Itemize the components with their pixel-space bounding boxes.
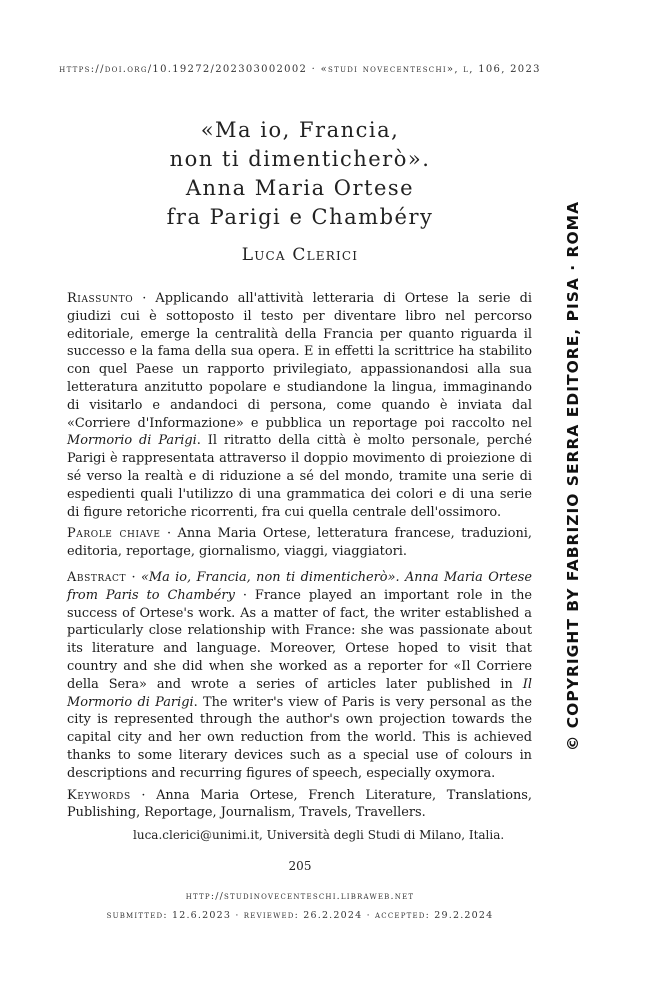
abstract-label: Abstract	[67, 569, 127, 585]
title-line: Anna Maria Ortese	[185, 176, 415, 200]
keywords-text: · Anna Maria Ortese, French Literature, Translations, Publishing, Reportage, Journalism, Travels, Travellers.	[67, 787, 532, 821]
abstract-block	[67, 290, 532, 826]
copyright-text: © COPYRIGHT BY FABRIZIO SERRA EDITORE, PISA · ROMA	[564, 200, 582, 752]
parole-chiave-label: Parole chiave	[67, 526, 161, 542]
title-line: fra Parigi e Chambéry	[166, 205, 434, 229]
journal-url: http://studinovecenteschi.libraweb.net	[185, 891, 415, 902]
author-name: Luca Clerici	[241, 245, 359, 265]
article-title	[0, 116, 600, 232]
abstract-paragraph	[67, 569, 532, 783]
abstract-text-2: . The writer's view of Paris is very personal as the city is represented through the author's own projection towards the capital city and her own reduction from the world. This is achieved thanks to some literary devices such as a special use of colours in descriptions and recurring figures of speech, especially oxymora.	[67, 694, 532, 781]
riassunto-italic: Mormorio di Parigi	[67, 433, 197, 449]
page-number: 205	[288, 859, 312, 873]
author-affiliation: luca.clerici@unimi.it, Università degli Studi di Milano, Italia.	[133, 828, 505, 842]
riassunto-paragraph	[67, 290, 532, 521]
copyright-notice	[558, 196, 588, 756]
abstract-italic: Il Mormorio di Parigi	[67, 676, 532, 710]
parole-chiave-text: · Anna Maria Ortese, letteratura francese, traduzioni, editoria, reportage, giornalismo, viaggi, viaggiatori.	[67, 526, 532, 560]
keywords-label: Keywords	[67, 787, 131, 803]
title-line: «Ma io, Francia,	[200, 118, 400, 142]
abstract-italic-title: «Ma io, Francia, non ti dimenticherò». Anna Maria Ortese from Paris to Chambéry	[67, 569, 533, 603]
parole-chiave-paragraph	[67, 525, 532, 561]
keywords-paragraph	[67, 787, 532, 823]
riassunto-text-2: . Il ritratto della città è molto personale, perché Parigi è rappresentata attraverso il doppio movimento di proiezione di sé verso la realtà e di riduzione a sé del mondo, tramite una serie di espedienti quali l'utilizzo di una grammatica dei colori e di una serie di figure retoriche ricorrenti, fra cui quella centrale dell'ossimoro.	[67, 433, 532, 520]
abstract-sep: ·	[126, 569, 141, 585]
riassunto-label: Riassunto	[67, 291, 134, 306]
submission-dates: submitted: 12.6.2023 · reviewed: 26.2.2024 · accepted: 29.2.2024	[106, 910, 494, 921]
running-head: https://doi.org/10.19272/202303002002 · «studi novecenteschi», l, 106, 2023	[59, 64, 541, 75]
abstract-text: · France played an important role in the success of Ortese's work. As a matter of fact, the writer established a particularly close relationship with France: she was passionate about its literature and language. Moreover, Ortese hoped to visit that country and she did when she worked as a reporter for «Il Corriere della Sera» and wrote a series of articles later published in	[67, 587, 533, 692]
riassunto-text: · Applicando all'attività letteraria di Ortese la serie di giudizi cui è sottoposto il testo per diventare libro nel percorso editoriale, emerge la centralità della Francia per quanto riguarda il successo e la fama della sua opera. E in effetti la scrittrice ha stabilito con quel Paese un rapporto privilegiato, appassionandosi alla sua letteratura anzitutto popolare e studiandone la lingua, immaginando di visitarlo e andandoci di persona, come quando è inviata dal «Corriere d'Informazione» e pubblica un reportage poi raccolto nel	[67, 291, 532, 431]
title-line: non ti dimenticherò».	[169, 147, 431, 171]
